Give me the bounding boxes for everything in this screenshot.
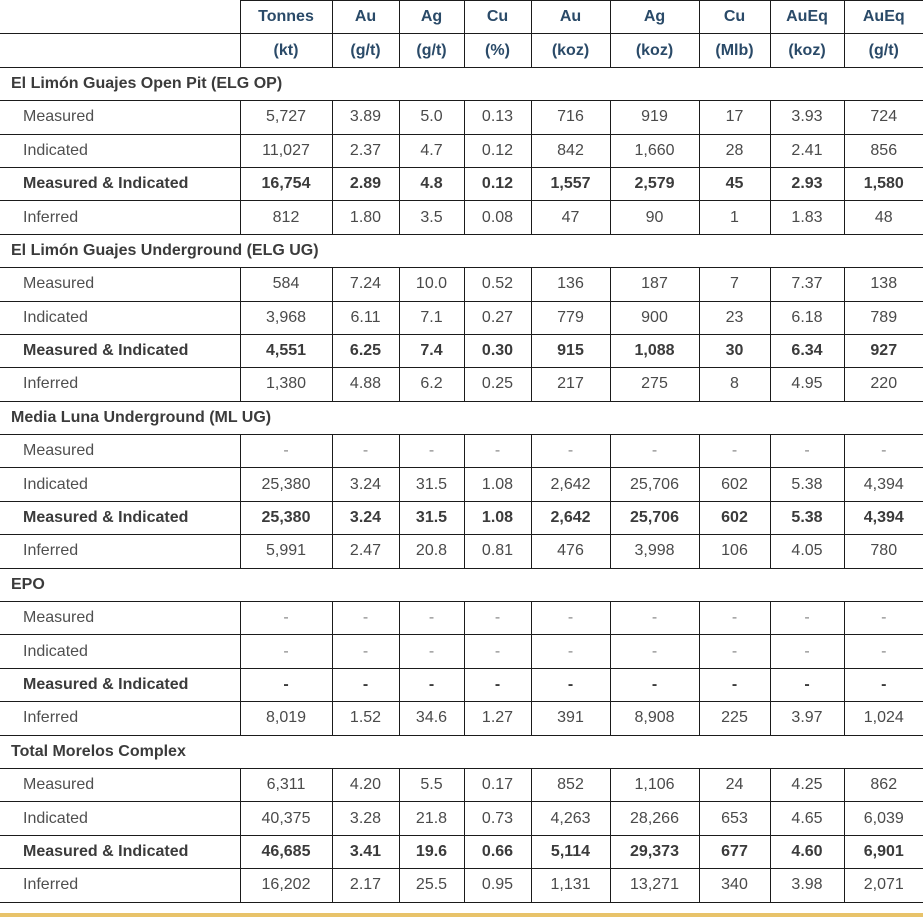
- table-cell: -: [464, 635, 531, 668]
- table-cell: 25,706: [610, 468, 699, 501]
- table-row: [0, 435, 923, 468]
- table-row: [0, 301, 923, 334]
- section-title: El Limón Guajes Open Pit (ELG OP): [0, 67, 923, 100]
- row-label: Measured & Indicated: [0, 668, 240, 701]
- table-cell: 2,642: [531, 468, 610, 501]
- table-cell: 17: [699, 101, 770, 134]
- table-cell: 0.08: [464, 201, 531, 234]
- table-cell: -: [770, 668, 844, 701]
- table-cell: -: [844, 635, 923, 668]
- table-cell: 2.41: [770, 134, 844, 167]
- header-corner-cell: [0, 34, 240, 67]
- table-cell: 677: [699, 835, 770, 868]
- table-cell: 2,071: [844, 869, 923, 902]
- table-cell: 6.34: [770, 334, 844, 367]
- table-cell: 812: [240, 201, 332, 234]
- table-cell: -: [699, 435, 770, 468]
- table-cell: 2.47: [332, 535, 399, 568]
- table-cell: 6,901: [844, 835, 923, 868]
- row-label: Inferred: [0, 368, 240, 401]
- table-cell: 4.25: [770, 768, 844, 801]
- table-cell: 927: [844, 334, 923, 367]
- table-cell: 0.73: [464, 802, 531, 835]
- table-cell: 3.5: [399, 201, 464, 234]
- table-cell: 28: [699, 134, 770, 167]
- table-cell: 724: [844, 101, 923, 134]
- table-cell: 0.25: [464, 368, 531, 401]
- table-cell: 5,114: [531, 835, 610, 868]
- table-cell: 5.38: [770, 501, 844, 534]
- table-cell: 0.27: [464, 301, 531, 334]
- table-row: [0, 468, 923, 501]
- table-cell: 3.98: [770, 869, 844, 902]
- bottom-accent-rule: [0, 913, 923, 917]
- table-cell: 5.38: [770, 468, 844, 501]
- table-cell: 0.95: [464, 869, 531, 902]
- table-cell: 20.8: [399, 535, 464, 568]
- row-label: Indicated: [0, 134, 240, 167]
- table-cell: 7.1: [399, 301, 464, 334]
- table-cell: 653: [699, 802, 770, 835]
- table-cell: -: [531, 602, 610, 635]
- table-cell: 2.37: [332, 134, 399, 167]
- table-row: [0, 268, 923, 301]
- table-cell: 217: [531, 368, 610, 401]
- table-cell: 4.60: [770, 835, 844, 868]
- table-cell: -: [699, 602, 770, 635]
- table-cell: 1,580: [844, 167, 923, 200]
- table-cell: 5.0: [399, 101, 464, 134]
- table-cell: -: [610, 602, 699, 635]
- table-cell: -: [240, 668, 332, 701]
- table-cell: 915: [531, 334, 610, 367]
- table-cell: 3.89: [332, 101, 399, 134]
- table-cell: 6,039: [844, 802, 923, 835]
- table-cell: 1,088: [610, 334, 699, 367]
- table-cell: 6,311: [240, 768, 332, 801]
- table-row: [0, 668, 923, 701]
- row-label: Measured: [0, 101, 240, 134]
- table-cell: 2.17: [332, 869, 399, 902]
- table-cell: -: [531, 635, 610, 668]
- table-cell: -: [399, 602, 464, 635]
- table-cell: 0.66: [464, 835, 531, 868]
- header-row-units: [0, 34, 923, 67]
- row-label: Inferred: [0, 201, 240, 234]
- table-cell: 4.7: [399, 134, 464, 167]
- table-row: [0, 835, 923, 868]
- row-label: Inferred: [0, 702, 240, 735]
- table-row: [0, 167, 923, 200]
- table-cell: -: [399, 668, 464, 701]
- table-cell: 6.2: [399, 368, 464, 401]
- table-cell: -: [332, 668, 399, 701]
- header-corner-cell: [0, 1, 240, 34]
- column-header: (koz): [531, 34, 610, 67]
- table-cell: 780: [844, 535, 923, 568]
- table-cell: -: [610, 635, 699, 668]
- table-cell: 3.28: [332, 802, 399, 835]
- table-cell: 842: [531, 134, 610, 167]
- table-cell: 11,027: [240, 134, 332, 167]
- section-title: EPO: [0, 568, 923, 601]
- table-cell: 25,706: [610, 501, 699, 534]
- column-header: (%): [464, 34, 531, 67]
- table-cell: 0.81: [464, 535, 531, 568]
- table-cell: 16,754: [240, 167, 332, 200]
- table-cell: 340: [699, 869, 770, 902]
- column-header: Ag: [399, 1, 464, 34]
- table-cell: -: [240, 635, 332, 668]
- table-cell: -: [844, 668, 923, 701]
- table-cell: -: [399, 435, 464, 468]
- table-cell: 852: [531, 768, 610, 801]
- row-label: Measured: [0, 768, 240, 801]
- table-cell: 31.5: [399, 501, 464, 534]
- table-cell: 0.12: [464, 134, 531, 167]
- column-header: Cu: [464, 1, 531, 34]
- table-row: [0, 368, 923, 401]
- row-label: Indicated: [0, 468, 240, 501]
- table-cell: 0.12: [464, 167, 531, 200]
- table-cell: -: [464, 602, 531, 635]
- row-label: Indicated: [0, 301, 240, 334]
- table-cell: 21.8: [399, 802, 464, 835]
- table-cell: 136: [531, 268, 610, 301]
- table-cell: 10.0: [399, 268, 464, 301]
- table-cell: 1.83: [770, 201, 844, 234]
- table-cell: 1.08: [464, 501, 531, 534]
- column-header: (g/t): [332, 34, 399, 67]
- table-cell: 5,991: [240, 535, 332, 568]
- column-header: Tonnes: [240, 1, 332, 34]
- table-cell: -: [240, 602, 332, 635]
- column-header: AuEq: [844, 1, 923, 34]
- table-cell: -: [332, 435, 399, 468]
- table-cell: 8,019: [240, 702, 332, 735]
- table-cell: 476: [531, 535, 610, 568]
- section-header-row: [0, 568, 923, 601]
- table-cell: 220: [844, 368, 923, 401]
- table-cell: 3,998: [610, 535, 699, 568]
- section-header-row: [0, 67, 923, 100]
- table-cell: 225: [699, 702, 770, 735]
- header-row-quantities: [0, 1, 923, 34]
- table-cell: 7: [699, 268, 770, 301]
- table-cell: 3.24: [332, 468, 399, 501]
- table-cell: 28,266: [610, 802, 699, 835]
- table-cell: 1.52: [332, 702, 399, 735]
- table-cell: -: [770, 602, 844, 635]
- table-cell: 4,263: [531, 802, 610, 835]
- table-cell: 1.08: [464, 468, 531, 501]
- table-row: [0, 535, 923, 568]
- row-label: Indicated: [0, 635, 240, 668]
- table-cell: 25,380: [240, 501, 332, 534]
- table-cell: 3.41: [332, 835, 399, 868]
- table-cell: 0.17: [464, 768, 531, 801]
- table-cell: 45: [699, 167, 770, 200]
- table-cell: 602: [699, 501, 770, 534]
- section-title: Total Morelos Complex: [0, 735, 923, 768]
- column-header: AuEq: [770, 1, 844, 34]
- table-row: [0, 201, 923, 234]
- table-cell: 23: [699, 301, 770, 334]
- table-cell: 862: [844, 768, 923, 801]
- table-cell: 7.37: [770, 268, 844, 301]
- table-cell: 900: [610, 301, 699, 334]
- row-label: Measured & Indicated: [0, 835, 240, 868]
- table-cell: 1,380: [240, 368, 332, 401]
- table-cell: 19.6: [399, 835, 464, 868]
- table-cell: 1: [699, 201, 770, 234]
- table-row: [0, 334, 923, 367]
- row-label: Measured: [0, 435, 240, 468]
- row-label: Measured & Indicated: [0, 501, 240, 534]
- table-cell: 3,968: [240, 301, 332, 334]
- table-cell: 4,394: [844, 501, 923, 534]
- row-label: Measured & Indicated: [0, 334, 240, 367]
- table-cell: 106: [699, 535, 770, 568]
- table-row: [0, 602, 923, 635]
- table-cell: 789: [844, 301, 923, 334]
- table-cell: 25,380: [240, 468, 332, 501]
- section-header-row: [0, 735, 923, 768]
- table-cell: -: [770, 435, 844, 468]
- table-cell: 1.27: [464, 702, 531, 735]
- table-cell: 6.25: [332, 334, 399, 367]
- section-title: El Limón Guajes Underground (ELG UG): [0, 234, 923, 267]
- row-label: Measured: [0, 268, 240, 301]
- table-row: [0, 768, 923, 801]
- table-cell: 1,557: [531, 167, 610, 200]
- table-row: [0, 635, 923, 668]
- table-cell: 2,579: [610, 167, 699, 200]
- column-header: (Mlb): [699, 34, 770, 67]
- row-label: Measured: [0, 602, 240, 635]
- table-cell: 4.65: [770, 802, 844, 835]
- table-cell: 30: [699, 334, 770, 367]
- section-title: Media Luna Underground (ML UG): [0, 401, 923, 434]
- table-cell: 25.5: [399, 869, 464, 902]
- table-cell: 0.13: [464, 101, 531, 134]
- table-cell: -: [464, 668, 531, 701]
- table-cell: -: [610, 668, 699, 701]
- column-header: (koz): [610, 34, 699, 67]
- table-row: [0, 869, 923, 902]
- table-cell: 4.20: [332, 768, 399, 801]
- table-cell: -: [531, 668, 610, 701]
- table-cell: -: [844, 435, 923, 468]
- table-cell: 2.89: [332, 167, 399, 200]
- table-cell: 1.80: [332, 201, 399, 234]
- table-cell: 856: [844, 134, 923, 167]
- table-cell: 0.52: [464, 268, 531, 301]
- table-cell: 779: [531, 301, 610, 334]
- table-cell: -: [770, 635, 844, 668]
- table-cell: -: [699, 635, 770, 668]
- table-cell: 3.97: [770, 702, 844, 735]
- table-cell: 90: [610, 201, 699, 234]
- table-cell: 40,375: [240, 802, 332, 835]
- table-cell: 4,551: [240, 334, 332, 367]
- section-header-row: [0, 401, 923, 434]
- row-label: Indicated: [0, 802, 240, 835]
- table-cell: -: [332, 602, 399, 635]
- table-cell: 584: [240, 268, 332, 301]
- table-cell: 5,727: [240, 101, 332, 134]
- table-cell: 48: [844, 201, 923, 234]
- table-cell: 0.30: [464, 334, 531, 367]
- table-cell: 13,271: [610, 869, 699, 902]
- table-row: [0, 802, 923, 835]
- table-cell: 31.5: [399, 468, 464, 501]
- table-cell: -: [610, 435, 699, 468]
- table-cell: -: [332, 635, 399, 668]
- table-cell: 6.11: [332, 301, 399, 334]
- table-cell: 3.93: [770, 101, 844, 134]
- table-cell: 4.95: [770, 368, 844, 401]
- table-cell: 2.93: [770, 167, 844, 200]
- table-cell: 7.4: [399, 334, 464, 367]
- column-header: (kt): [240, 34, 332, 67]
- column-header: (g/t): [399, 34, 464, 67]
- table-cell: 187: [610, 268, 699, 301]
- table-cell: 1,024: [844, 702, 923, 735]
- table-row: [0, 134, 923, 167]
- table-cell: 4.8: [399, 167, 464, 200]
- table-cell: 919: [610, 101, 699, 134]
- table-cell: -: [844, 602, 923, 635]
- table-cell: -: [464, 435, 531, 468]
- column-header: (g/t): [844, 34, 923, 67]
- table-cell: 3.24: [332, 501, 399, 534]
- table-cell: 4.88: [332, 368, 399, 401]
- row-label: Inferred: [0, 535, 240, 568]
- table-cell: 1,131: [531, 869, 610, 902]
- table-cell: 34.6: [399, 702, 464, 735]
- table-cell: 7.24: [332, 268, 399, 301]
- table-cell: -: [240, 435, 332, 468]
- column-header: (koz): [770, 34, 844, 67]
- table-cell: 8: [699, 368, 770, 401]
- table-cell: 6.18: [770, 301, 844, 334]
- table-cell: 29,373: [610, 835, 699, 868]
- table-cell: 138: [844, 268, 923, 301]
- table-cell: 391: [531, 702, 610, 735]
- table-cell: 24: [699, 768, 770, 801]
- table-cell: 1,660: [610, 134, 699, 167]
- table-cell: 47: [531, 201, 610, 234]
- table-cell: 2,642: [531, 501, 610, 534]
- column-header: Au: [332, 1, 399, 34]
- table-cell: 46,685: [240, 835, 332, 868]
- table-cell: -: [531, 435, 610, 468]
- table-cell: 602: [699, 468, 770, 501]
- table-cell: 275: [610, 368, 699, 401]
- table-cell: 16,202: [240, 869, 332, 902]
- row-label: Inferred: [0, 869, 240, 902]
- table-cell: 4.05: [770, 535, 844, 568]
- column-header: Ag: [610, 1, 699, 34]
- table-row: [0, 501, 923, 534]
- table-cell: 1,106: [610, 768, 699, 801]
- table-cell: 8,908: [610, 702, 699, 735]
- table-cell: -: [699, 668, 770, 701]
- section-header-row: [0, 234, 923, 267]
- column-header: Au: [531, 1, 610, 34]
- column-header: Cu: [699, 1, 770, 34]
- row-label: Measured & Indicated: [0, 167, 240, 200]
- table-cell: 716: [531, 101, 610, 134]
- table-cell: 4,394: [844, 468, 923, 501]
- table-row: [0, 702, 923, 735]
- table-cell: 5.5: [399, 768, 464, 801]
- table-cell: -: [399, 635, 464, 668]
- table-row: [0, 101, 923, 134]
